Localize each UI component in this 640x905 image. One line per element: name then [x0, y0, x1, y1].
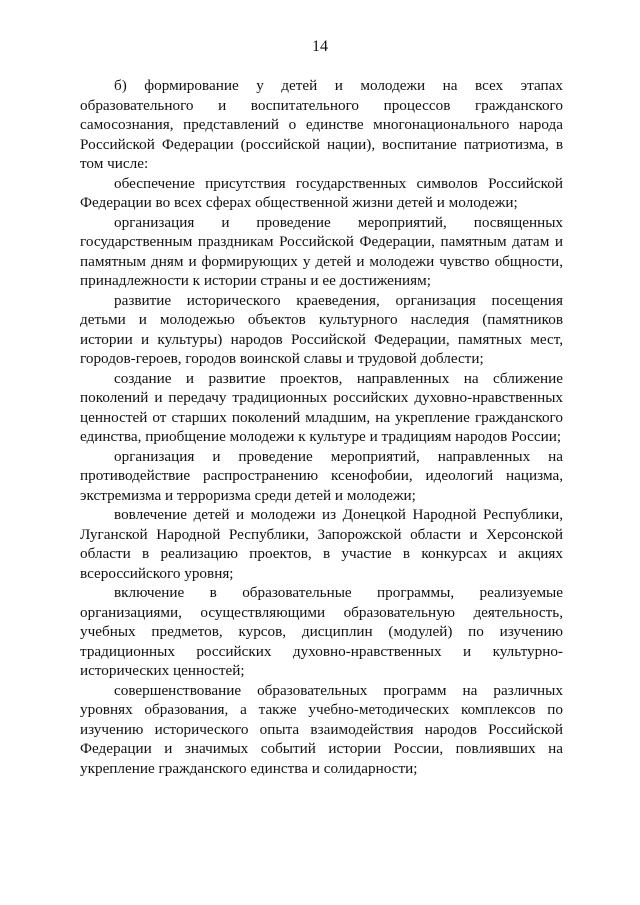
page-number: 14 — [312, 38, 328, 55]
paragraph-holiday-events: организация и проведение мероприятий, посвященных государственным праздникам Российской Федерации, памятным датам и памятным дням и формирующих у детей и молодежи чувство общности, принадлежности к истории страны и ее достижениям; — [80, 213, 563, 289]
paragraph-new-regions-youth: вовлечение детей и молодежи из Донецкой Народной Республики, Луганской Народной Республики, Запорожской области и Херсонской области в реализацию проектов, в участие в конкурсах и акциях всероссийского уровня; — [80, 506, 563, 582]
document-body — [80, 76, 563, 778]
paragraph-state-symbols: обеспечение присутствия государственных символов Российской Федерации во всех сферах общественной жизни детей и молодежи; — [80, 174, 563, 211]
paragraph-intro: б) формирование у детей и молодежи на всех этапах образовательного и воспитательного процессов гражданского самосознания, представлений о единстве многонационального народа Российской Федерации (российской нации), воспитание патриотизма, в том числе: — [80, 77, 563, 172]
paragraph-educational-programs: включение в образовательные программы, реализуемые организациями, осуществляющими образовательную деятельность, учебных предметов, курсов, дисциплин (модулей) по изучению традиционных российских духовно-нравственных и культурно-исторических ценностей; — [80, 584, 563, 679]
paragraph-local-history: развитие исторического краеведения, организация посещения детьми и молодежью объектов культурного наследия (памятников истории и культуры) народов Российской Федерации, памятных мест, городов-героев, городов воинской славы и трудовой доблести; — [80, 291, 563, 367]
paragraph-improving-programs: совершенствование образовательных программ на различных уровнях образования, а также учебно-методических комплексов по изучению исторического опыта взаимодействия народов Российской Федерации и значимых событий истории России, повлиявших на укрепление гражданского единства и солидарности; — [80, 681, 563, 777]
paragraph-counter-extremism: организация и проведение мероприятий, направленных на противодействие распространению ксенофобии, идеологий нацизма, экстремизма и терроризма среди детей и молодежи; — [80, 447, 563, 504]
paragraph-generations-projects: создание и развитие проектов, направленных на сближение поколений и передачу традиционных российских духовно-нравственных ценностей от старших поколений младшим, на укрепление гражданского единства, приобщение молодежи к культуре и традициям народов России; — [80, 369, 563, 445]
